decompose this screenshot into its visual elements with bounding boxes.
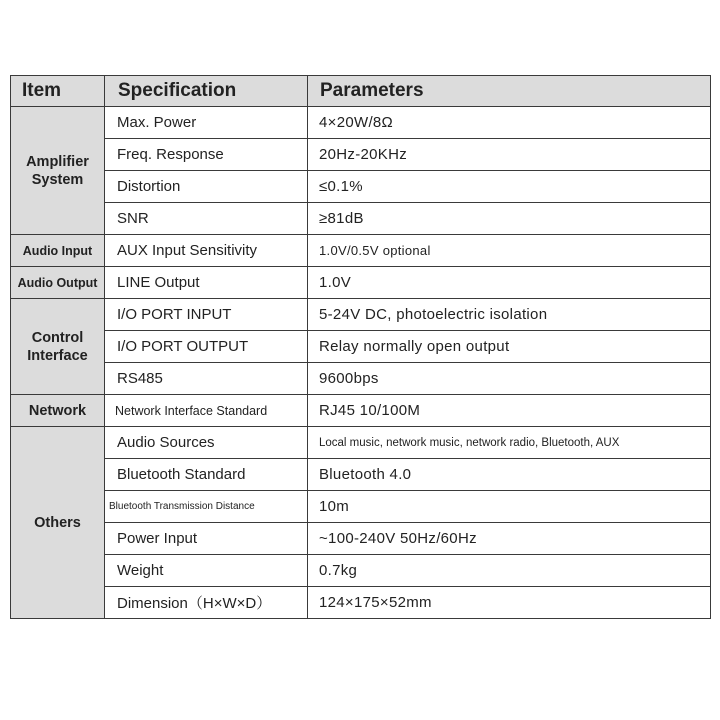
param-cell: 9600bps bbox=[308, 363, 711, 395]
table-row bbox=[11, 139, 711, 171]
group-network: Network bbox=[11, 395, 105, 427]
param-cell: Relay normally open output bbox=[308, 331, 711, 363]
spec-cell: Bluetooth Transmission Distance bbox=[105, 491, 308, 523]
table-row bbox=[11, 491, 711, 523]
table-row bbox=[11, 459, 711, 491]
table-row bbox=[11, 107, 711, 139]
group-control-interface: Control Interface bbox=[11, 299, 105, 395]
spec-cell: Network Interface Standard bbox=[105, 395, 308, 427]
spec-cell: I/O PORT INPUT bbox=[105, 299, 308, 331]
param-cell: 124×175×52mm bbox=[308, 587, 711, 619]
spec-table bbox=[10, 75, 711, 619]
table-row bbox=[11, 267, 711, 299]
param-cell: RJ45 10/100M bbox=[308, 395, 711, 427]
table-row bbox=[11, 331, 711, 363]
table-row bbox=[11, 587, 711, 619]
table-row bbox=[11, 171, 711, 203]
table-row bbox=[11, 427, 711, 459]
header-parameters: Parameters bbox=[308, 76, 711, 107]
spec-cell: AUX Input Sensitivity bbox=[105, 235, 308, 267]
spec-cell: I/O PORT OUTPUT bbox=[105, 331, 308, 363]
table-row bbox=[11, 235, 711, 267]
group-audio-input: Audio Input bbox=[11, 235, 105, 267]
param-cell: ≥81dB bbox=[308, 203, 711, 235]
param-cell: ≤0.1% bbox=[308, 171, 711, 203]
param-cell: 20Hz-20KHz bbox=[308, 139, 711, 171]
spec-cell: LINE Output bbox=[105, 267, 308, 299]
spec-cell: Weight bbox=[105, 555, 308, 587]
group-amplifier-system: Amplifier System bbox=[11, 107, 105, 235]
header-specification: Specification bbox=[105, 76, 308, 107]
param-cell: ~100-240V 50Hz/60Hz bbox=[308, 523, 711, 555]
spec-cell: Audio Sources bbox=[105, 427, 308, 459]
header-item: Item bbox=[11, 76, 105, 107]
param-cell: 0.7kg bbox=[308, 555, 711, 587]
spec-cell: SNR bbox=[105, 203, 308, 235]
spec-cell: Bluetooth Standard bbox=[105, 459, 308, 491]
param-cell: 5-24V DC, photoelectric isolation bbox=[308, 299, 711, 331]
header-row bbox=[11, 76, 711, 107]
table-row bbox=[11, 523, 711, 555]
spec-cell: RS485 bbox=[105, 363, 308, 395]
spec-cell: Dimension（H×W×D） bbox=[105, 587, 308, 619]
table-row bbox=[11, 363, 711, 395]
param-cell: Local music, network music, network radio, Bluetooth, AUX bbox=[308, 427, 711, 459]
table-row bbox=[11, 555, 711, 587]
param-cell: 1.0V/0.5V optional bbox=[308, 235, 711, 267]
spec-cell: Max. Power bbox=[105, 107, 308, 139]
param-cell: 1.0V bbox=[308, 267, 711, 299]
table-row bbox=[11, 203, 711, 235]
group-audio-output: Audio Output bbox=[11, 267, 105, 299]
param-cell: Bluetooth 4.0 bbox=[308, 459, 711, 491]
param-cell: 4×20W/8Ω bbox=[308, 107, 711, 139]
spec-cell: Freq. Response bbox=[105, 139, 308, 171]
spec-cell: Distortion bbox=[105, 171, 308, 203]
table-row bbox=[11, 299, 711, 331]
table-row bbox=[11, 395, 711, 427]
param-cell: 10m bbox=[308, 491, 711, 523]
spec-cell: Power Input bbox=[105, 523, 308, 555]
group-others: Others bbox=[11, 427, 105, 619]
